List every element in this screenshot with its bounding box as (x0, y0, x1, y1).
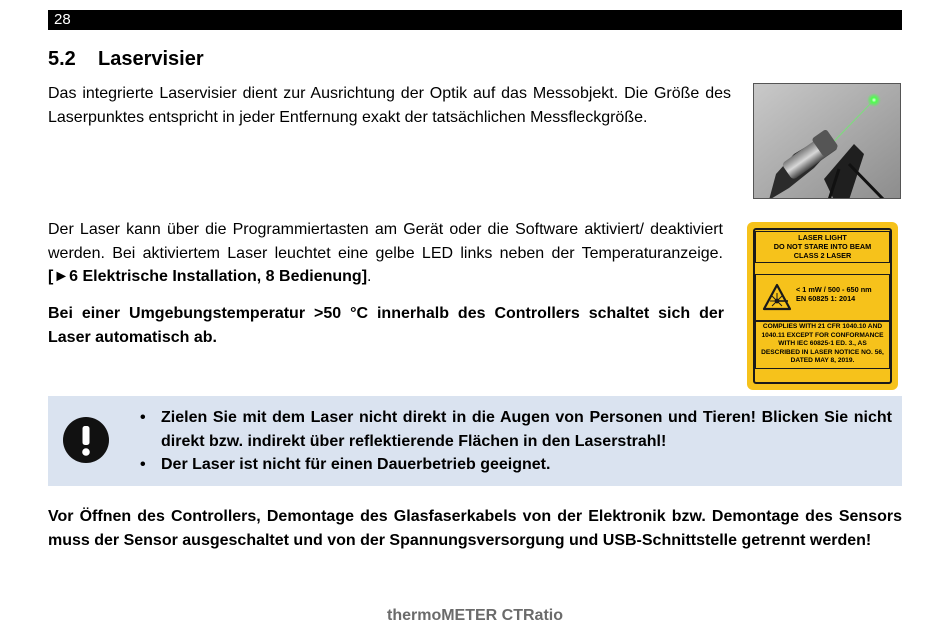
bullet-mark: • (140, 456, 146, 473)
label-line-3: CLASS 2 LASER (793, 251, 852, 261)
activation-text: Der Laser kann über die Programmiertasten am Gerät oder die Software aktiviert/ deaktiviert werden. Bei aktiviertem Laser leuchtet eine gelbe LED links neben der Temperaturanzeige. (48, 221, 723, 262)
label-compliance-5: DATED MAY 8, 2019. (790, 357, 855, 365)
laser-sight-photo (753, 83, 901, 199)
page-header-bar (48, 10, 902, 30)
label-spec-text (796, 285, 887, 303)
label-spec-1: < 1 mW / 500 - 650 nm (796, 285, 872, 294)
label-compliance-4: DESCRIBED IN LASER NOTICE NO. 56, (761, 348, 884, 356)
auto-shutoff-paragraph: Bei einer Umgebungstemperatur >50 °C innerhalb des Controllers schaltet sich der Laser automatisch ab. (48, 305, 724, 346)
warning-text-eyes: Zielen Sie mit dem Laser nicht direkt in die Augen von Personen und Tieren! Blicken Sie nicht direkt bzw. indirekt über reflektierende Flächen in den Laserstrahl! (161, 409, 892, 450)
warning-list (140, 406, 892, 477)
label-line-1: LASER LIGHT (798, 233, 847, 242)
section-title-text: Laservisier (98, 48, 204, 70)
disassembly-warning-paragraph: Vor Öffnen des Controllers, Demontage des Glasfaserkabels von der Elektronik bzw. Demontage des Sensors muss der Sensor ausgeschaltet und von der Spannungsversorgung und USB-Schnittstelle getrennt werden! (48, 508, 902, 549)
laser-hazard-icon (762, 283, 792, 311)
label-compliance-box (755, 320, 890, 369)
label-compliance-2: 1040.11 EXCEPT FOR CONFORMANCE (761, 331, 884, 339)
page-number: 28 (54, 11, 71, 28)
label-compliance-3: WITH IEC 60825-1 ED. 3., AS (778, 340, 867, 348)
warning-list-item (140, 406, 892, 453)
label-line-2: DO NOT STARE INTO BEAM (773, 242, 872, 252)
warning-text-continuous: Der Laser ist nicht für einen Dauerbetrieb geeignet. (161, 456, 551, 473)
bullet-mark: • (140, 409, 146, 426)
label-compliance-1: COMPLIES WITH 21 CFR 1040.10 AND (762, 323, 883, 330)
section-number: 5.2 (48, 48, 76, 70)
footer-product-name: thermoMETER CTRatio (387, 607, 563, 624)
warning-list-item (140, 453, 892, 477)
label-laser-class-box (755, 231, 890, 263)
laser-warning-label (747, 222, 898, 390)
laser-activation-paragraph (48, 218, 723, 289)
activation-end: . (367, 268, 372, 285)
label-spec-2: EN 60825 1: 2014 (796, 294, 856, 304)
warning-note-box (48, 396, 902, 486)
section-title (48, 46, 204, 72)
exclamation-icon (63, 417, 109, 463)
cross-reference: [►6 Elektrische Installation, 8 Bedienung] (48, 268, 368, 285)
label-spec-box (755, 274, 890, 322)
intro-paragraph: Das integrierte Laservisier dient zur Ausrichtung der Optik auf das Messobjekt. Die Größe des Laserpunktes entspricht in jeder Entfernung exakt der tatsächlichen Messfleckgröße. (48, 85, 731, 126)
